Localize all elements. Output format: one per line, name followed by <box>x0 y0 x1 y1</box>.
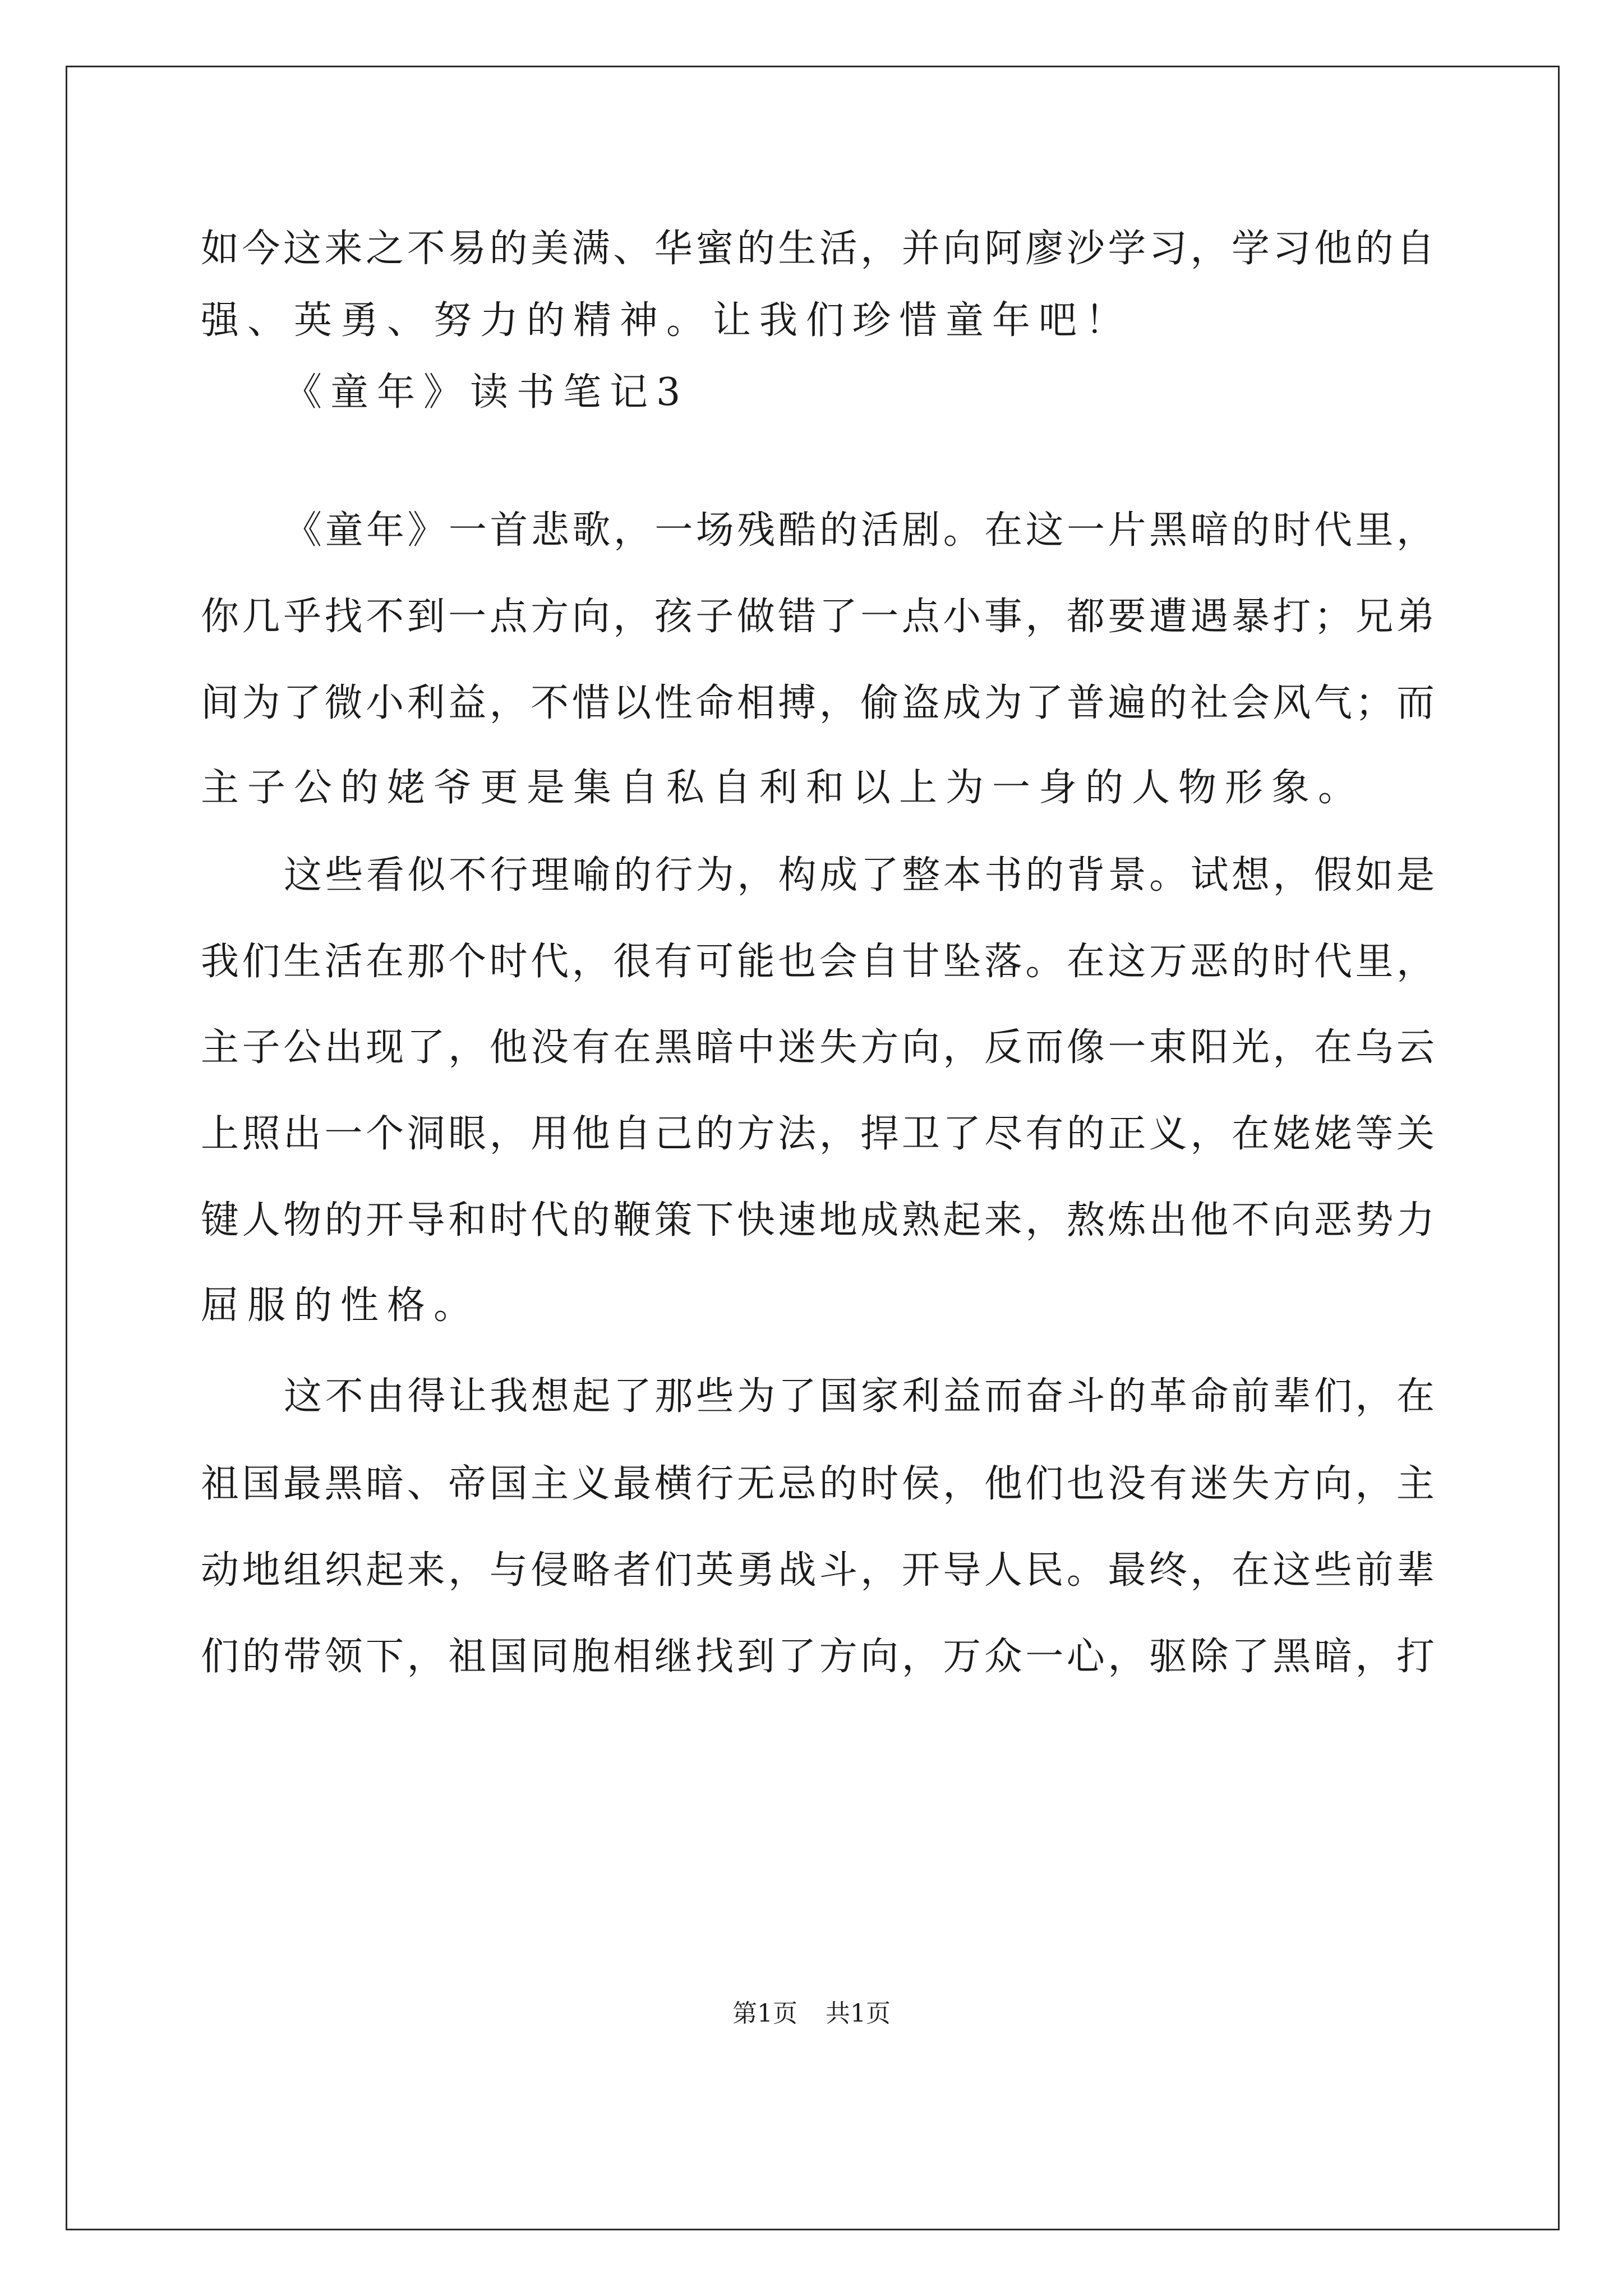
paragraph-line: 们的带领下，祖国同胞相继找到了方向，万众一心，驱除了黑暗，打 <box>201 1635 1435 1679</box>
paragraph-line: 键人物的开导和时代的鞭策下快速地成熟起来，熬炼出他不向恶势力 <box>201 1198 1435 1243</box>
paragraph-line: 主子公出现了，他没有在黑暗中迷失方向，反而像一束阳光，在乌云 <box>201 1025 1435 1070</box>
paragraph-line: 《童年》一首悲歌，一场残酷的活剧。在这一片黑暗的时代里， <box>284 508 1435 553</box>
page-total: 共1页 <box>826 1999 891 2028</box>
paragraph-line: 主子公的姥爷更是集自私自利和以上为一身的人物形象。 <box>201 766 1365 810</box>
paragraph-line: 这些看似不行理喻的行为，构成了整本书的背景。试想，假如是 <box>284 853 1435 898</box>
paragraph-line: 如今这来之不易的美满、华蜜的生活，并向阿廖沙学习，学习他的自 <box>201 227 1435 271</box>
paragraph-line: 这不由得让我想起了那些为了国家利益而奋斗的革命前辈们，在 <box>284 1374 1435 1419</box>
paragraph-line: 间为了微小利益，不惜以性命相搏，偷盗成为了普遍的社会风气；而 <box>201 681 1435 725</box>
section-heading: 《童年》读书笔记3 <box>284 370 689 415</box>
paragraph-line: 动地组织起来，与侵略者们英勇战斗，开导人民。最终，在这些前辈 <box>201 1548 1435 1593</box>
paragraph-line: 祖国最黑暗、帝国主义最横行无忌的时侯，他们也没有迷失方向，主 <box>201 1462 1435 1506</box>
paragraph-line: 上照出一个洞眼，用他自己的方法，捍卫了尽有的正义，在姥姥等关 <box>201 1112 1435 1156</box>
page-footer <box>0 2001 1623 2026</box>
paragraph-line: 我们生活在那个时代，很有可能也会自甘坠落。在这万恶的时代里， <box>201 940 1435 984</box>
paragraph-line: 你几乎找不到一点方向，孩子做错了一点小事，都要遭遇暴打；兄弟 <box>201 595 1435 639</box>
page-number: 第1页 <box>732 1999 797 2028</box>
paragraph-line: 强、英勇、努力的精神。让我们珍惜童年吧！ <box>201 298 1132 343</box>
paragraph-line: 屈服的性格。 <box>201 1283 481 1328</box>
